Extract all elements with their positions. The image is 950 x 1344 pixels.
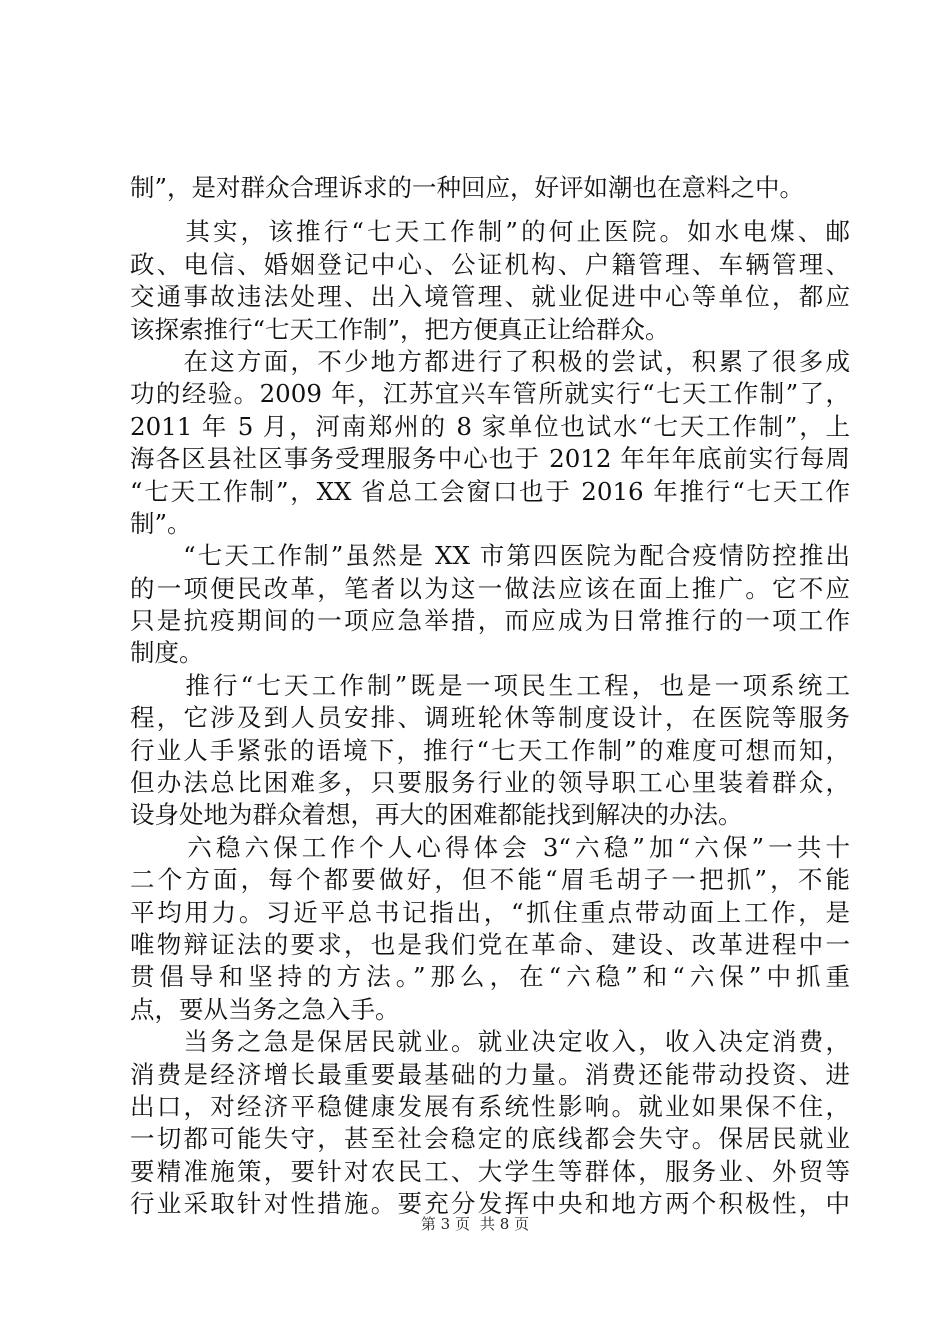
paragraph	[130, 172, 850, 204]
text-line: 程，它涉及到人员安排、调班轮休等制度设计，在医院等服务	[130, 703, 850, 733]
document-body	[130, 172, 850, 1221]
text-line: 制”，是对群众合理诉求的一种回应，好评如潮也在意料之中。	[130, 173, 805, 202]
paragraph	[130, 832, 850, 1026]
text-line: 政、电信、婚姻登记中心、公证机构、户籍管理、车辆管理、	[130, 249, 850, 279]
text-line: “七天工作制”虽然是 XX 市第四医院为配合疫情防控推出	[130, 541, 850, 571]
text-line: 2011 年 5 月，河南郑州的 8 家单位也试水“七天工作制”，上	[130, 411, 850, 441]
text-line: 功的经验。2009 年，江苏宜兴车管所就实行“七天工作制”了，	[130, 379, 850, 409]
paragraph	[130, 540, 850, 670]
text-line: 的一项便民改革，笔者以为这一做法应该在面上推广。它不应	[130, 573, 850, 603]
text-line: 贯倡导和坚持的方法。”那么，在“六稳”和“六保”中抓重	[130, 962, 850, 992]
text-line: 六稳六保工作个人心得体会 3“六稳”加“六保”一共十	[130, 832, 850, 862]
page-number: 第 3 页	[420, 1215, 470, 1233]
paragraph	[130, 1026, 850, 1220]
text-line: 其实，该推行“七天工作制”的何止医院。如水电煤、邮	[130, 217, 850, 247]
text-line: 该探索推行“七天工作制”，把方便真正让给群众。	[130, 314, 670, 344]
paragraph-gap	[130, 204, 850, 216]
paragraph	[130, 670, 850, 832]
paragraph	[130, 346, 850, 540]
text-line: 推行“七天工作制”既是一项民生工程，也是一项系统工	[130, 670, 850, 700]
text-line: 制”。	[130, 508, 192, 538]
text-line: 出口，对经济平稳健康发展有系统性影响。就业如果保不住，	[130, 1091, 850, 1121]
text-line: 消费是经济增长最重要最基础的力量。消费还能带动投资、进	[130, 1059, 850, 1089]
text-line: 只是抗疫期间的一项应急举措，而应成为日常推行的一项工作	[130, 606, 850, 636]
text-line: 交通事故违法处理、出入境管理、就业促进中心等单位，都应	[130, 282, 850, 312]
text-line: 但办法总比困难多，只要服务行业的领导职工心里装着群众，	[130, 768, 850, 798]
text-line: 要精准施策，要针对农民工、大学生等群体，服务业、外贸等	[130, 1156, 850, 1186]
text-line: 制度。	[130, 638, 204, 668]
text-line: 一切都可能失守，甚至社会稳定的底线都会失守。保居民就业	[130, 1124, 850, 1154]
text-line: “七天工作制”，XX 省总工会窗口也于 2016 年推行“七天工作	[130, 476, 850, 506]
text-line: 点，要从当务之急入手。	[130, 994, 400, 1024]
page-total: 共 8 页	[480, 1215, 530, 1233]
text-line: 二个方面，每个都要做好，但不能“眉毛胡子一把抓”，不能	[130, 865, 850, 895]
text-line: 设身处地为群众着想，再大的困难都能找到解决的办法。	[130, 800, 743, 830]
page-footer	[0, 1213, 950, 1234]
text-line: 在这方面，不少地方都进行了积极的尝试，积累了很多成	[130, 346, 850, 376]
text-line: 当务之急是保居民就业。就业决定收入，收入决定消费，	[130, 1027, 850, 1057]
text-line: 平均用力。习近平总书记指出，“抓住重点带动面上工作，是	[130, 897, 850, 927]
text-line: 行业人手紧张的语境下，推行“七天工作制”的难度可想而知，	[130, 735, 850, 765]
text-line: 海各区县社区事务受理服务中心也于 2012 年年年底前实行每周	[130, 444, 850, 474]
text-line: 行业采取针对性措施。要充分发挥中央和地方两个积极性，中	[130, 1189, 850, 1219]
text-line: 唯物辩证法的要求，也是我们党在革命、建设、改革进程中一	[130, 929, 850, 959]
paragraph	[130, 216, 850, 346]
